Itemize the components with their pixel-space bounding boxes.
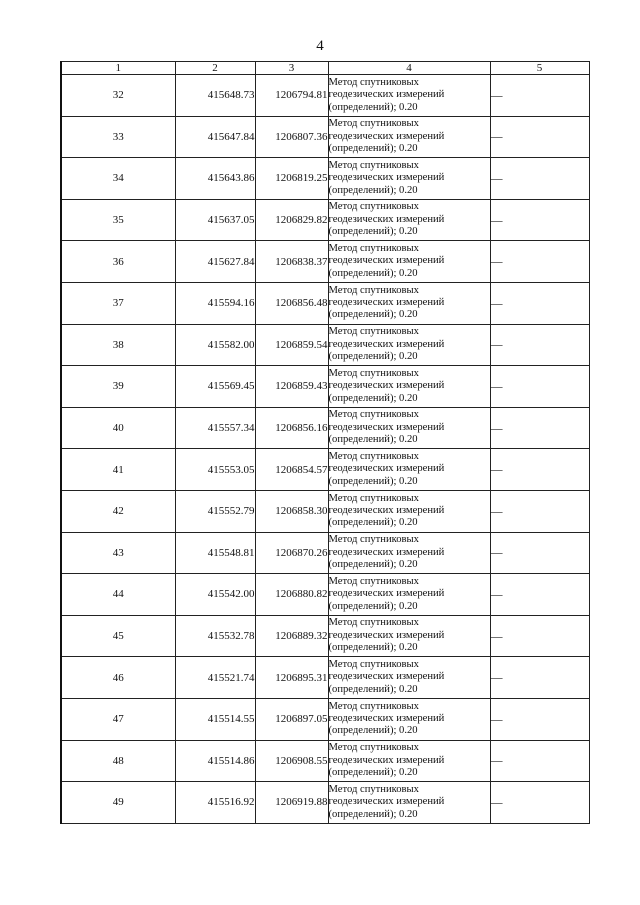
method-line: Метод спутниковых (328, 284, 419, 296)
table-row (61, 282, 589, 324)
y-coordinate-cell: 1206859.54 (255, 324, 328, 366)
method-line: (определений); 0.20 (328, 725, 418, 737)
point-number-cell: 37 (61, 282, 175, 324)
column-5-cell: — (490, 116, 589, 158)
method-line: геодезических измерений (328, 89, 445, 101)
method-cell (328, 116, 490, 158)
method-line: геодезических измерений (328, 671, 445, 683)
method-line: (определений); 0.20 (328, 434, 418, 446)
x-coordinate-cell: 415548.81 (175, 532, 255, 574)
table-row (61, 449, 589, 491)
method-line: (определений); 0.20 (328, 808, 418, 820)
point-number-cell: 44 (61, 574, 175, 616)
column-5-cell: — (490, 740, 589, 782)
table-row (61, 75, 589, 117)
table-row (61, 615, 589, 657)
point-number-cell: 40 (61, 407, 175, 449)
method-line: (определений); 0.20 (328, 143, 418, 155)
x-coordinate-cell: 415542.00 (175, 574, 255, 616)
point-number-cell: 35 (61, 199, 175, 241)
method-cell (328, 782, 490, 824)
table-row (61, 241, 589, 283)
y-coordinate-cell: 1206880.82 (255, 574, 328, 616)
point-number-cell: 34 (61, 158, 175, 200)
column-5-cell: — (490, 615, 589, 657)
x-coordinate-cell: 415569.45 (175, 366, 255, 408)
method-line: Метод спутниковых (328, 451, 419, 463)
y-coordinate-cell: 1206856.16 (255, 407, 328, 449)
point-number-cell: 33 (61, 116, 175, 158)
method-line: геодезических измерений (328, 421, 445, 433)
table-row (61, 324, 589, 366)
method-cell (328, 574, 490, 616)
point-number-cell: 41 (61, 449, 175, 491)
method-cell (328, 657, 490, 699)
header-col-4: 4 (328, 62, 490, 75)
point-number-cell: 36 (61, 241, 175, 283)
method-line: Метод спутниковых (328, 700, 419, 712)
method-cell (328, 407, 490, 449)
y-coordinate-cell: 1206807.36 (255, 116, 328, 158)
column-5-cell: — (490, 782, 589, 824)
method-line: (определений); 0.20 (328, 184, 418, 196)
x-coordinate-cell: 415552.79 (175, 490, 255, 532)
point-number-cell: 32 (61, 75, 175, 117)
method-line: геодезических измерений (328, 255, 445, 267)
table-row (61, 366, 589, 408)
x-coordinate-cell: 415647.84 (175, 116, 255, 158)
x-coordinate-cell: 415637.05 (175, 199, 255, 241)
x-coordinate-cell: 415643.86 (175, 158, 255, 200)
y-coordinate-cell: 1206829.82 (255, 199, 328, 241)
x-coordinate-cell: 415514.55 (175, 698, 255, 740)
x-coordinate-cell: 415627.84 (175, 241, 255, 283)
method-line: Метод спутниковых (328, 243, 419, 255)
method-line: геодезических измерений (328, 505, 445, 517)
method-line: Метод спутниковых (328, 534, 419, 546)
method-line: Метод спутниковых (328, 575, 419, 587)
method-line: (определений); 0.20 (328, 683, 418, 695)
table-row (61, 407, 589, 449)
table-row (61, 532, 589, 574)
method-line: (определений); 0.20 (328, 767, 418, 778)
method-line: Метод спутниковых (328, 326, 419, 338)
column-5-cell: — (490, 324, 589, 366)
column-5-cell: — (490, 449, 589, 491)
point-number-cell: 38 (61, 324, 175, 366)
method-line: Метод спутниковых (328, 201, 419, 213)
method-cell (328, 490, 490, 532)
column-5-cell: — (490, 532, 589, 574)
method-line: геодезических измерений (328, 297, 445, 309)
table-row (61, 698, 589, 740)
method-cell (328, 324, 490, 366)
column-5-cell: — (490, 366, 589, 408)
method-line: (определений); 0.20 (328, 559, 418, 571)
method-line: геодезических измерений (328, 213, 445, 225)
method-cell (328, 532, 490, 574)
column-5-cell: — (490, 241, 589, 283)
y-coordinate-cell: 1206854.57 (255, 449, 328, 491)
table-row (61, 782, 589, 824)
header-col-1: 1 (61, 62, 175, 75)
method-line: Метод спутниковых (328, 783, 419, 795)
table-header (61, 62, 589, 75)
method-cell (328, 282, 490, 324)
y-coordinate-cell: 1206859.43 (255, 366, 328, 408)
column-5-cell: — (490, 282, 589, 324)
method-line: геодезических измерений (328, 713, 445, 724)
x-coordinate-cell: 415521.74 (175, 657, 255, 699)
method-line: Метод спутниковых (328, 492, 419, 504)
method-cell (328, 199, 490, 241)
column-5-cell: — (490, 574, 589, 616)
method-line: геодезических измерений (328, 588, 445, 600)
method-line: геодезических измерений (328, 629, 445, 641)
x-coordinate-cell: 415557.34 (175, 407, 255, 449)
table-row (61, 116, 589, 158)
y-coordinate-cell: 1206908.55 (255, 740, 328, 782)
method-cell (328, 75, 490, 117)
method-line: геодезических измерений (328, 172, 445, 184)
method-line: геодезических измерений (328, 754, 445, 766)
method-line: (определений); 0.20 (328, 226, 418, 238)
method-line: Метод спутниковых (328, 409, 419, 421)
column-5-cell: — (490, 407, 589, 449)
method-line: Метод спутниковых (328, 118, 419, 130)
method-line: геодезических измерений (328, 130, 445, 142)
method-line: Метод спутниковых (328, 159, 419, 171)
y-coordinate-cell: 1206897.05 (255, 698, 328, 740)
method-line: Метод спутниковых (328, 76, 419, 88)
x-coordinate-cell: 415532.78 (175, 615, 255, 657)
method-line: геодезических измерений (328, 338, 445, 350)
method-cell (328, 366, 490, 408)
table-body (61, 75, 589, 824)
point-number-cell: 43 (61, 532, 175, 574)
x-coordinate-cell: 415516.92 (175, 782, 255, 824)
x-coordinate-cell: 415553.05 (175, 449, 255, 491)
method-line: (определений); 0.20 (328, 600, 418, 612)
header-row (61, 62, 589, 75)
table-row (61, 740, 589, 782)
method-line: геодезических измерений (328, 796, 445, 808)
y-coordinate-cell: 1206856.48 (255, 282, 328, 324)
method-cell (328, 615, 490, 657)
method-line: (определений); 0.20 (328, 517, 418, 529)
y-coordinate-cell: 1206838.37 (255, 241, 328, 283)
point-number-cell: 49 (61, 782, 175, 824)
method-line: Метод спутниковых (328, 617, 419, 629)
method-line: геодезических измерений (328, 380, 445, 392)
method-line: Метод спутниковых (328, 742, 419, 754)
method-line: (определений); 0.20 (328, 392, 418, 404)
point-number-cell: 39 (61, 366, 175, 408)
y-coordinate-cell: 1206819.25 (255, 158, 328, 200)
method-cell (328, 698, 490, 740)
coordinates-table (60, 61, 590, 824)
x-coordinate-cell: 415514.86 (175, 740, 255, 782)
method-line: (определений); 0.20 (328, 101, 418, 113)
method-cell (328, 241, 490, 283)
table-row (61, 199, 589, 241)
method-line: (определений); 0.20 (328, 309, 418, 321)
y-coordinate-cell: 1206858.30 (255, 490, 328, 532)
column-5-cell: — (490, 199, 589, 241)
method-cell (328, 158, 490, 200)
x-coordinate-cell: 415648.73 (175, 75, 255, 117)
method-cell (328, 449, 490, 491)
column-5-cell: — (490, 657, 589, 699)
column-5-cell: — (490, 158, 589, 200)
column-5-cell: — (490, 698, 589, 740)
point-number-cell: 42 (61, 490, 175, 532)
column-5-cell: — (490, 75, 589, 117)
point-number-cell: 45 (61, 615, 175, 657)
table-row (61, 657, 589, 699)
y-coordinate-cell: 1206919.88 (255, 782, 328, 824)
x-coordinate-cell: 415582.00 (175, 324, 255, 366)
page-number: 4 (316, 38, 324, 54)
header-col-2: 2 (175, 62, 255, 75)
method-line: (определений); 0.20 (328, 351, 418, 363)
y-coordinate-cell: 1206889.32 (255, 615, 328, 657)
method-line: (определений); 0.20 (328, 642, 418, 654)
method-line: (определений); 0.20 (328, 475, 418, 487)
table-row (61, 158, 589, 200)
method-line: Метод спутниковых (328, 367, 419, 379)
method-line: Метод спутниковых (328, 659, 419, 670)
method-line: (определений); 0.20 (328, 267, 418, 279)
x-coordinate-cell: 415594.16 (175, 282, 255, 324)
header-col-5: 5 (490, 62, 589, 75)
point-number-cell: 46 (61, 657, 175, 699)
point-number-cell: 47 (61, 698, 175, 740)
y-coordinate-cell: 1206794.81 (255, 75, 328, 117)
table-row (61, 490, 589, 532)
header-col-3: 3 (255, 62, 328, 75)
table-row (61, 574, 589, 616)
column-5-cell: — (490, 490, 589, 532)
method-cell (328, 740, 490, 782)
point-number-cell: 48 (61, 740, 175, 782)
y-coordinate-cell: 1206895.31 (255, 657, 328, 699)
method-line: геодезических измерений (328, 463, 445, 475)
y-coordinate-cell: 1206870.26 (255, 532, 328, 574)
method-line: геодезических измерений (328, 546, 445, 558)
